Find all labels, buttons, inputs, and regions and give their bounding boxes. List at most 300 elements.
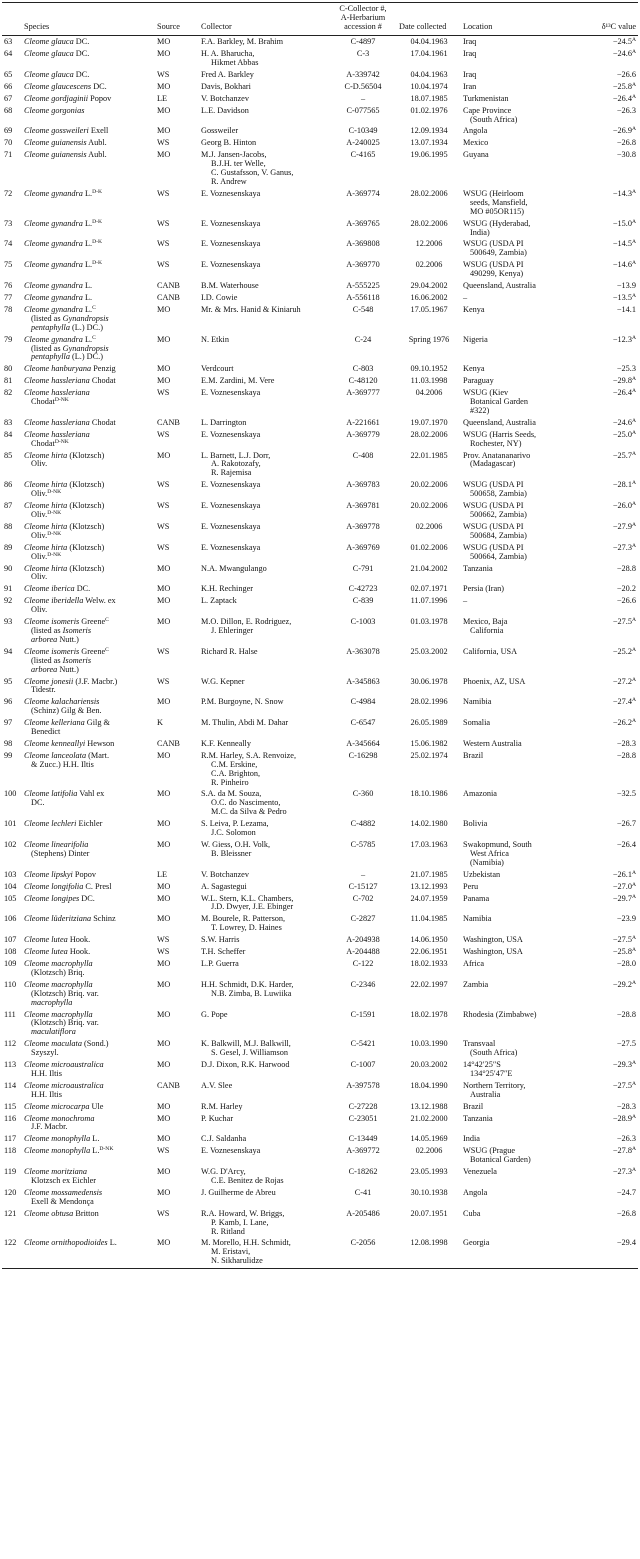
species-name: Cleome lüderitziana: [24, 914, 92, 924]
species-line: [24, 440, 153, 449]
species-line: [24, 138, 107, 147]
collector-cell: [199, 737, 329, 749]
table-row: [2, 187, 638, 217]
collector-line: J. Ehleringer: [211, 625, 254, 635]
d13c-value: −27.5: [616, 1039, 636, 1049]
d13c-value: −25.0: [612, 429, 632, 439]
d13c-cell: [573, 737, 638, 749]
location-line: Northern Territory,: [463, 1080, 526, 1090]
row-number: 111: [4, 1009, 16, 1019]
d13c-cell: [573, 449, 638, 479]
species-cell: [22, 303, 155, 333]
collector-line: J. Guilherme de Abreu: [201, 1187, 276, 1197]
species-name: Cleome lutea: [24, 947, 68, 957]
table-row: [2, 1038, 638, 1059]
species-authority: L.: [82, 260, 93, 270]
d13c-footnote: A: [631, 1080, 636, 1087]
accession-cell: C-122: [352, 958, 374, 968]
d13c-value: −13.9: [616, 281, 636, 291]
collector-cell: [199, 696, 329, 717]
species-line: [24, 364, 116, 373]
d13c-footnote: A: [631, 126, 636, 133]
species-name: Cleome obtusa: [24, 1208, 74, 1218]
collector-line: N.B. Zimba, B. Luwiika: [211, 988, 292, 998]
species-cell: [22, 645, 155, 675]
collector-line: A. Sagastegui: [201, 881, 247, 891]
location-line: India): [470, 227, 490, 237]
header-accession-line-2: A-Herbarium: [340, 12, 386, 22]
species-authority: (Klotzsch): [67, 480, 105, 490]
d13c-value: −13.5: [612, 292, 632, 302]
collector-line: E. Voznesenskaya: [201, 218, 261, 228]
source-cell: MO: [157, 1039, 171, 1049]
species-name: Cleome hassleriana: [24, 417, 90, 427]
species-line: [24, 260, 102, 269]
d13c-value: −26.4: [612, 388, 632, 398]
d13c-value: −27.2: [612, 676, 632, 686]
date-cell: 02.2006: [415, 521, 443, 531]
accession-cell: C-18262: [348, 1167, 378, 1177]
collector-line: R.M. Harley: [201, 1101, 243, 1111]
species-authority: C. Presl: [83, 881, 112, 891]
location-cell: [461, 717, 573, 738]
source-cell: MO: [157, 979, 171, 989]
row-number: 122: [2, 1237, 22, 1269]
source-cell: MO: [157, 881, 171, 891]
collector-line: L. Zaptack: [201, 596, 237, 606]
accession-cell: C-4882: [350, 819, 376, 829]
table-row: [2, 749, 638, 788]
source-cell: CANB: [157, 738, 180, 748]
location-line: Transvaal: [463, 1039, 496, 1049]
species-line: [24, 850, 153, 859]
collector-cell: [199, 595, 329, 616]
collector-line: S.A. da M. Souza,: [201, 789, 262, 799]
species-cell: [22, 696, 155, 717]
species-line: [24, 666, 153, 675]
location-line: 500662, Zambia): [470, 510, 527, 519]
species-line: [24, 553, 153, 562]
date-cell: 20.03.2002: [410, 1060, 448, 1070]
species-footnote: D-NK: [47, 489, 62, 496]
date-cell: 15.06.1982: [410, 738, 448, 748]
accession-cell: A-369765: [346, 218, 380, 228]
d13c-footnote: A: [631, 93, 636, 100]
accession-cell: A-369774: [346, 188, 380, 198]
table-row: [2, 1133, 638, 1145]
species-line: [24, 1188, 102, 1197]
collector-line: K.F. Kenneally: [201, 738, 251, 748]
species-name: Cleome macrophylla: [24, 1009, 93, 1019]
date-cell: 22.06.1951: [410, 947, 448, 957]
d13c-value: −26.9: [612, 126, 632, 136]
table-row: [2, 892, 638, 913]
location-cell: [461, 520, 573, 541]
location-line: (Namibia): [470, 857, 504, 867]
collector-cell: [199, 280, 329, 292]
species-name: Cleome lanceolata: [24, 750, 87, 760]
species-line: [24, 281, 92, 290]
location-line: seeds, Mansfield,: [470, 197, 528, 207]
location-cell: [461, 35, 573, 47]
accession-cell: A-205486: [346, 1208, 380, 1218]
d13c-cell: [573, 839, 638, 869]
location-cell: [461, 645, 573, 675]
location-cell: [461, 934, 573, 946]
location-line: Phoenix, AZ, USA: [463, 676, 526, 686]
date-cell: 10.04.1974: [410, 81, 448, 91]
species-cell: [22, 1079, 155, 1100]
date-cell: 04.2006: [415, 388, 443, 398]
accession-cell: A-555225: [346, 281, 380, 291]
collector-line: C.E. Benitez de Rojas: [211, 1176, 284, 1185]
collector-line: W.L. Stern, K.L. Chambers,: [201, 893, 294, 903]
species-name: Cleome gynandra: [24, 334, 83, 344]
location-cell: [461, 479, 573, 500]
species-name: Cleome microaustralica: [24, 1060, 104, 1070]
species-cell: [22, 137, 155, 149]
species-line: [24, 947, 90, 956]
species-line: [24, 1081, 104, 1090]
location-cell: [461, 280, 573, 292]
species-authority: DC.: [74, 584, 91, 594]
source-cell: WS: [157, 646, 170, 656]
collector-line: Davis, Bokhari: [201, 81, 251, 91]
source-cell: MO: [157, 789, 171, 799]
location-line: India: [463, 1134, 480, 1144]
collector-line: Hikmet Abbas: [211, 58, 259, 68]
collector-cell: [199, 645, 329, 675]
species-name: Gynandropsis: [62, 343, 109, 353]
date-cell: 18.02.1978: [410, 1009, 448, 1019]
species-name: Cleome isomeris: [24, 617, 80, 627]
d13c-cell: [573, 562, 638, 583]
source-cell: MO: [157, 914, 171, 924]
species-authority: & Zucc.) H.H. Iltis: [31, 759, 94, 769]
collector-cell: [199, 259, 329, 280]
collector-line: E. Voznesenskaya: [201, 521, 261, 531]
table-row: [2, 238, 638, 259]
table-row: [2, 259, 638, 280]
accession-cell: C-839: [352, 596, 374, 606]
d13c-footnote: A: [631, 501, 636, 508]
species-line: [24, 522, 104, 531]
location-cell: [461, 149, 573, 188]
species-line: [24, 636, 153, 645]
date-cell: 14.06.1950: [410, 935, 448, 945]
species-name: macrophylla: [31, 997, 73, 1007]
d13c-value: −26.4: [616, 840, 636, 849]
location-line: Washington, USA: [463, 935, 523, 945]
d13c-cell: [573, 880, 638, 892]
collector-cell: [199, 387, 329, 417]
location-line: MO #05OR115): [470, 206, 525, 216]
species-authority: Popov: [72, 869, 96, 879]
source-cell: MO: [157, 584, 171, 594]
date-cell: 13.07.1934: [410, 138, 448, 148]
d13c-value: −29.3: [612, 1060, 632, 1070]
species-line: [24, 70, 89, 79]
d13c-cell: [573, 892, 638, 913]
source-cell: MO: [157, 1167, 171, 1177]
location-line: Tanzania: [463, 1113, 493, 1123]
collector-line: N.A. Mwangulango: [201, 563, 267, 573]
species-name: Cleome hassleriana: [24, 388, 90, 398]
species-cell: [22, 788, 155, 818]
species-footnote: C: [92, 334, 96, 341]
location-line: Mexico: [463, 138, 489, 148]
collector-cell: [199, 1145, 329, 1166]
d13c-cell: [573, 217, 638, 238]
location-cell: [461, 595, 573, 616]
source-cell: MO: [157, 893, 171, 903]
species-line: [24, 894, 95, 903]
source-cell: CANB: [157, 417, 180, 427]
location-cell: [461, 1100, 573, 1112]
collector-line: Fred A. Barkley: [201, 69, 254, 79]
d13c-cell: [573, 48, 638, 69]
species-authority: Nutt.): [57, 664, 79, 674]
collector-cell: [199, 892, 329, 913]
accession-cell: C-2346: [350, 979, 376, 989]
collector-line: R. Andrew: [211, 177, 247, 186]
location-cell: [461, 68, 573, 80]
collector-line: M. Thulin, Abdi M. Dahar: [201, 718, 289, 728]
species-cell: [22, 675, 155, 696]
species-line: [24, 819, 102, 828]
row-number: 77: [4, 292, 13, 302]
source-cell: WS: [157, 429, 170, 439]
collector-line: B. Bleissner: [211, 848, 252, 858]
location-cell: [461, 957, 573, 978]
species-authority: Hook.: [67, 935, 91, 945]
d13c-value: −26.8: [616, 1208, 636, 1218]
row-number: 105: [4, 893, 17, 903]
collector-line: V. Botchanzev: [201, 869, 249, 879]
row-number: 96: [4, 697, 13, 707]
table-row: [2, 68, 638, 80]
row-number: 75: [4, 260, 13, 270]
species-cell: [22, 80, 155, 92]
d13c-footnote: A: [631, 450, 636, 457]
header-species: Species: [22, 3, 155, 36]
location-line: Venezuela: [463, 1167, 497, 1177]
d13c-value: −26.1: [612, 869, 632, 879]
row-number: 94: [4, 646, 13, 656]
species-authority: Oliv.: [31, 605, 48, 615]
species-line: [24, 388, 90, 397]
collector-line: J.C. Solomon: [211, 828, 256, 838]
collector-line: K. Balkwill, M.J. Balkwill,: [201, 1039, 291, 1049]
accession-cell: C-23051: [348, 1113, 378, 1123]
source-cell: WS: [157, 218, 170, 228]
d13c-value: −20.2: [616, 584, 636, 594]
species-footnote: D-NK: [54, 438, 69, 445]
species-name: Cleome gynandra: [24, 281, 83, 291]
species-authority: (Klotzsch): [67, 450, 105, 460]
species-footnote: D-NK: [47, 510, 62, 516]
accession-cell: A-369777: [346, 388, 380, 398]
d13c-value: −26.4: [612, 93, 632, 103]
species-line: [24, 606, 153, 615]
species-footnote: D-NK: [99, 1146, 114, 1153]
d13c-value: −29.8: [612, 376, 632, 386]
species-authority: Oliv.: [31, 489, 48, 499]
species-line: [24, 959, 93, 968]
species-line: [24, 324, 153, 333]
collector-line: J.D. Dwyer, J.E. Ebinger: [211, 902, 294, 912]
d13c-value: −25.3: [616, 364, 636, 374]
source-cell: MO: [157, 37, 171, 47]
location-cell: [461, 868, 573, 880]
species-cell: [22, 217, 155, 238]
collector-cell: [199, 1100, 329, 1112]
species-line: [24, 718, 110, 727]
collector-cell: [199, 616, 329, 646]
collector-line: R.M. Harley, S.A. Renvoize,: [201, 750, 297, 760]
species-cell: [22, 913, 155, 934]
location-cell: [461, 892, 573, 913]
species-cell: [22, 449, 155, 479]
d13c-cell: [573, 1100, 638, 1112]
location-cell: [461, 1059, 573, 1080]
d13c-cell: [573, 913, 638, 934]
species-cell: [22, 500, 155, 521]
location-line: –: [463, 292, 468, 302]
d13c-value: −29.7: [612, 893, 632, 903]
location-cell: [461, 428, 573, 449]
table-row: [2, 541, 638, 562]
row-number: 100: [4, 789, 17, 799]
location-cell: [461, 1008, 573, 1038]
collector-line: M. Morello, H.H. Schmidt,: [201, 1238, 291, 1248]
source-cell: MO: [157, 105, 171, 115]
location-cell: [461, 363, 573, 375]
d13c-footnote: A: [631, 1113, 636, 1120]
location-line: Washington, USA: [463, 947, 523, 957]
d13c-cell: [573, 868, 638, 880]
species-line: [24, 480, 104, 489]
table-row: [2, 1059, 638, 1080]
row-number: 92: [4, 596, 13, 606]
species-name: Cleome lutea: [24, 935, 68, 945]
accession-cell: C-1003: [350, 617, 376, 627]
accession-cell: C-2056: [329, 1237, 397, 1269]
species-line: [24, 49, 89, 58]
species-name: pentaphylla: [31, 322, 70, 332]
species-authority: (Klotzsch) Briq.: [31, 967, 85, 977]
collector-cell: [199, 868, 329, 880]
source-cell: MO: [157, 958, 171, 968]
source-cell: MO: [157, 376, 171, 386]
d13c-value: −27.9: [612, 521, 632, 531]
d13c-cell: [573, 957, 638, 978]
collector-cell: [199, 562, 329, 583]
species-authority: Chodat: [31, 397, 55, 407]
accession-cell: C-41: [354, 1187, 372, 1197]
table-row: [2, 934, 638, 946]
species-name: Isomeris: [62, 625, 92, 635]
source-cell: LE: [157, 869, 168, 879]
source-cell: MO: [157, 819, 171, 829]
date-cell: 01.03.1978: [410, 617, 448, 627]
species-cell: [22, 868, 155, 880]
species-line: [24, 293, 92, 302]
d13c-value: −27.4: [612, 697, 632, 707]
row-number: 109: [4, 958, 17, 968]
row-number: 63: [4, 37, 13, 47]
species-line: [24, 935, 90, 944]
d13c-value: −27.5: [612, 935, 632, 945]
source-cell: MO: [157, 81, 171, 91]
species-name: Cleome hassleriana: [24, 429, 90, 439]
accession-cell: A-556118: [346, 292, 380, 302]
species-line: [24, 511, 153, 520]
d13c-footnote: A: [631, 947, 636, 954]
collector-cell: [199, 291, 329, 303]
collector-cell: [199, 217, 329, 238]
accession-cell: A-369781: [346, 501, 380, 511]
location-cell: [461, 1133, 573, 1145]
d13c-footnote: A: [631, 260, 636, 267]
location-cell: [461, 1079, 573, 1100]
collector-cell: [199, 913, 329, 934]
collector-line: Mr. & Mrs. Hanid & Kiniaruh: [201, 304, 301, 314]
species-line: [24, 543, 104, 552]
row-number: 67: [4, 93, 13, 103]
species-authority: Klotzsch ex Eichler: [31, 1176, 97, 1185]
collector-line: P. Kuchar: [201, 1113, 234, 1123]
location-line: Rochester, NY): [470, 438, 522, 448]
location-line: Namibia: [463, 697, 492, 707]
row-number: 115: [4, 1101, 17, 1111]
collector-line: W.G. D'Arcy,: [201, 1167, 246, 1177]
location-cell: [461, 675, 573, 696]
date-cell: 25.03.2002: [410, 646, 448, 656]
collector-line: G. Pope: [201, 1009, 228, 1019]
table-row: [2, 449, 638, 479]
collector-line: Gossweiler: [201, 126, 239, 136]
species-authority: (Klotzsch): [67, 542, 105, 552]
species-line: [24, 707, 153, 716]
species-authority: Exell & Mendonça: [31, 1196, 94, 1206]
date-cell: 01.02.2006: [410, 542, 448, 552]
location-line: West Africa: [470, 848, 509, 858]
d13c-cell: [573, 1059, 638, 1080]
d13c-value: −26.2: [612, 718, 632, 728]
row-number: 90: [4, 563, 13, 573]
collector-line: L. Barnett, L.J. Dorr,: [201, 450, 271, 460]
species-line: [24, 126, 108, 135]
d13c-footnote: A: [631, 1146, 636, 1153]
collector-cell: [199, 675, 329, 696]
date-cell: 12.2006: [415, 239, 443, 249]
d13c-value: −28.8: [616, 750, 636, 760]
d13c-value: −27.5: [612, 1080, 632, 1090]
header-accession-line-1: C-Collector #,: [339, 4, 387, 13]
collector-line: M.C. da Silva & Pedro: [211, 807, 287, 817]
d13c-value: −27.3: [612, 542, 632, 552]
collector-line: S. Gesel, J. Williamson: [211, 1048, 288, 1058]
table-page: [2, 2, 638, 1269]
specimen-table: [2, 2, 638, 1269]
species-line: [24, 999, 153, 1008]
species-line: [24, 189, 102, 198]
source-cell: MO: [157, 364, 171, 374]
date-cell: 12.08.1998: [397, 1237, 461, 1269]
location-line: WSUG (Kiev: [463, 388, 509, 398]
accession-cell: C-15127: [348, 881, 378, 891]
